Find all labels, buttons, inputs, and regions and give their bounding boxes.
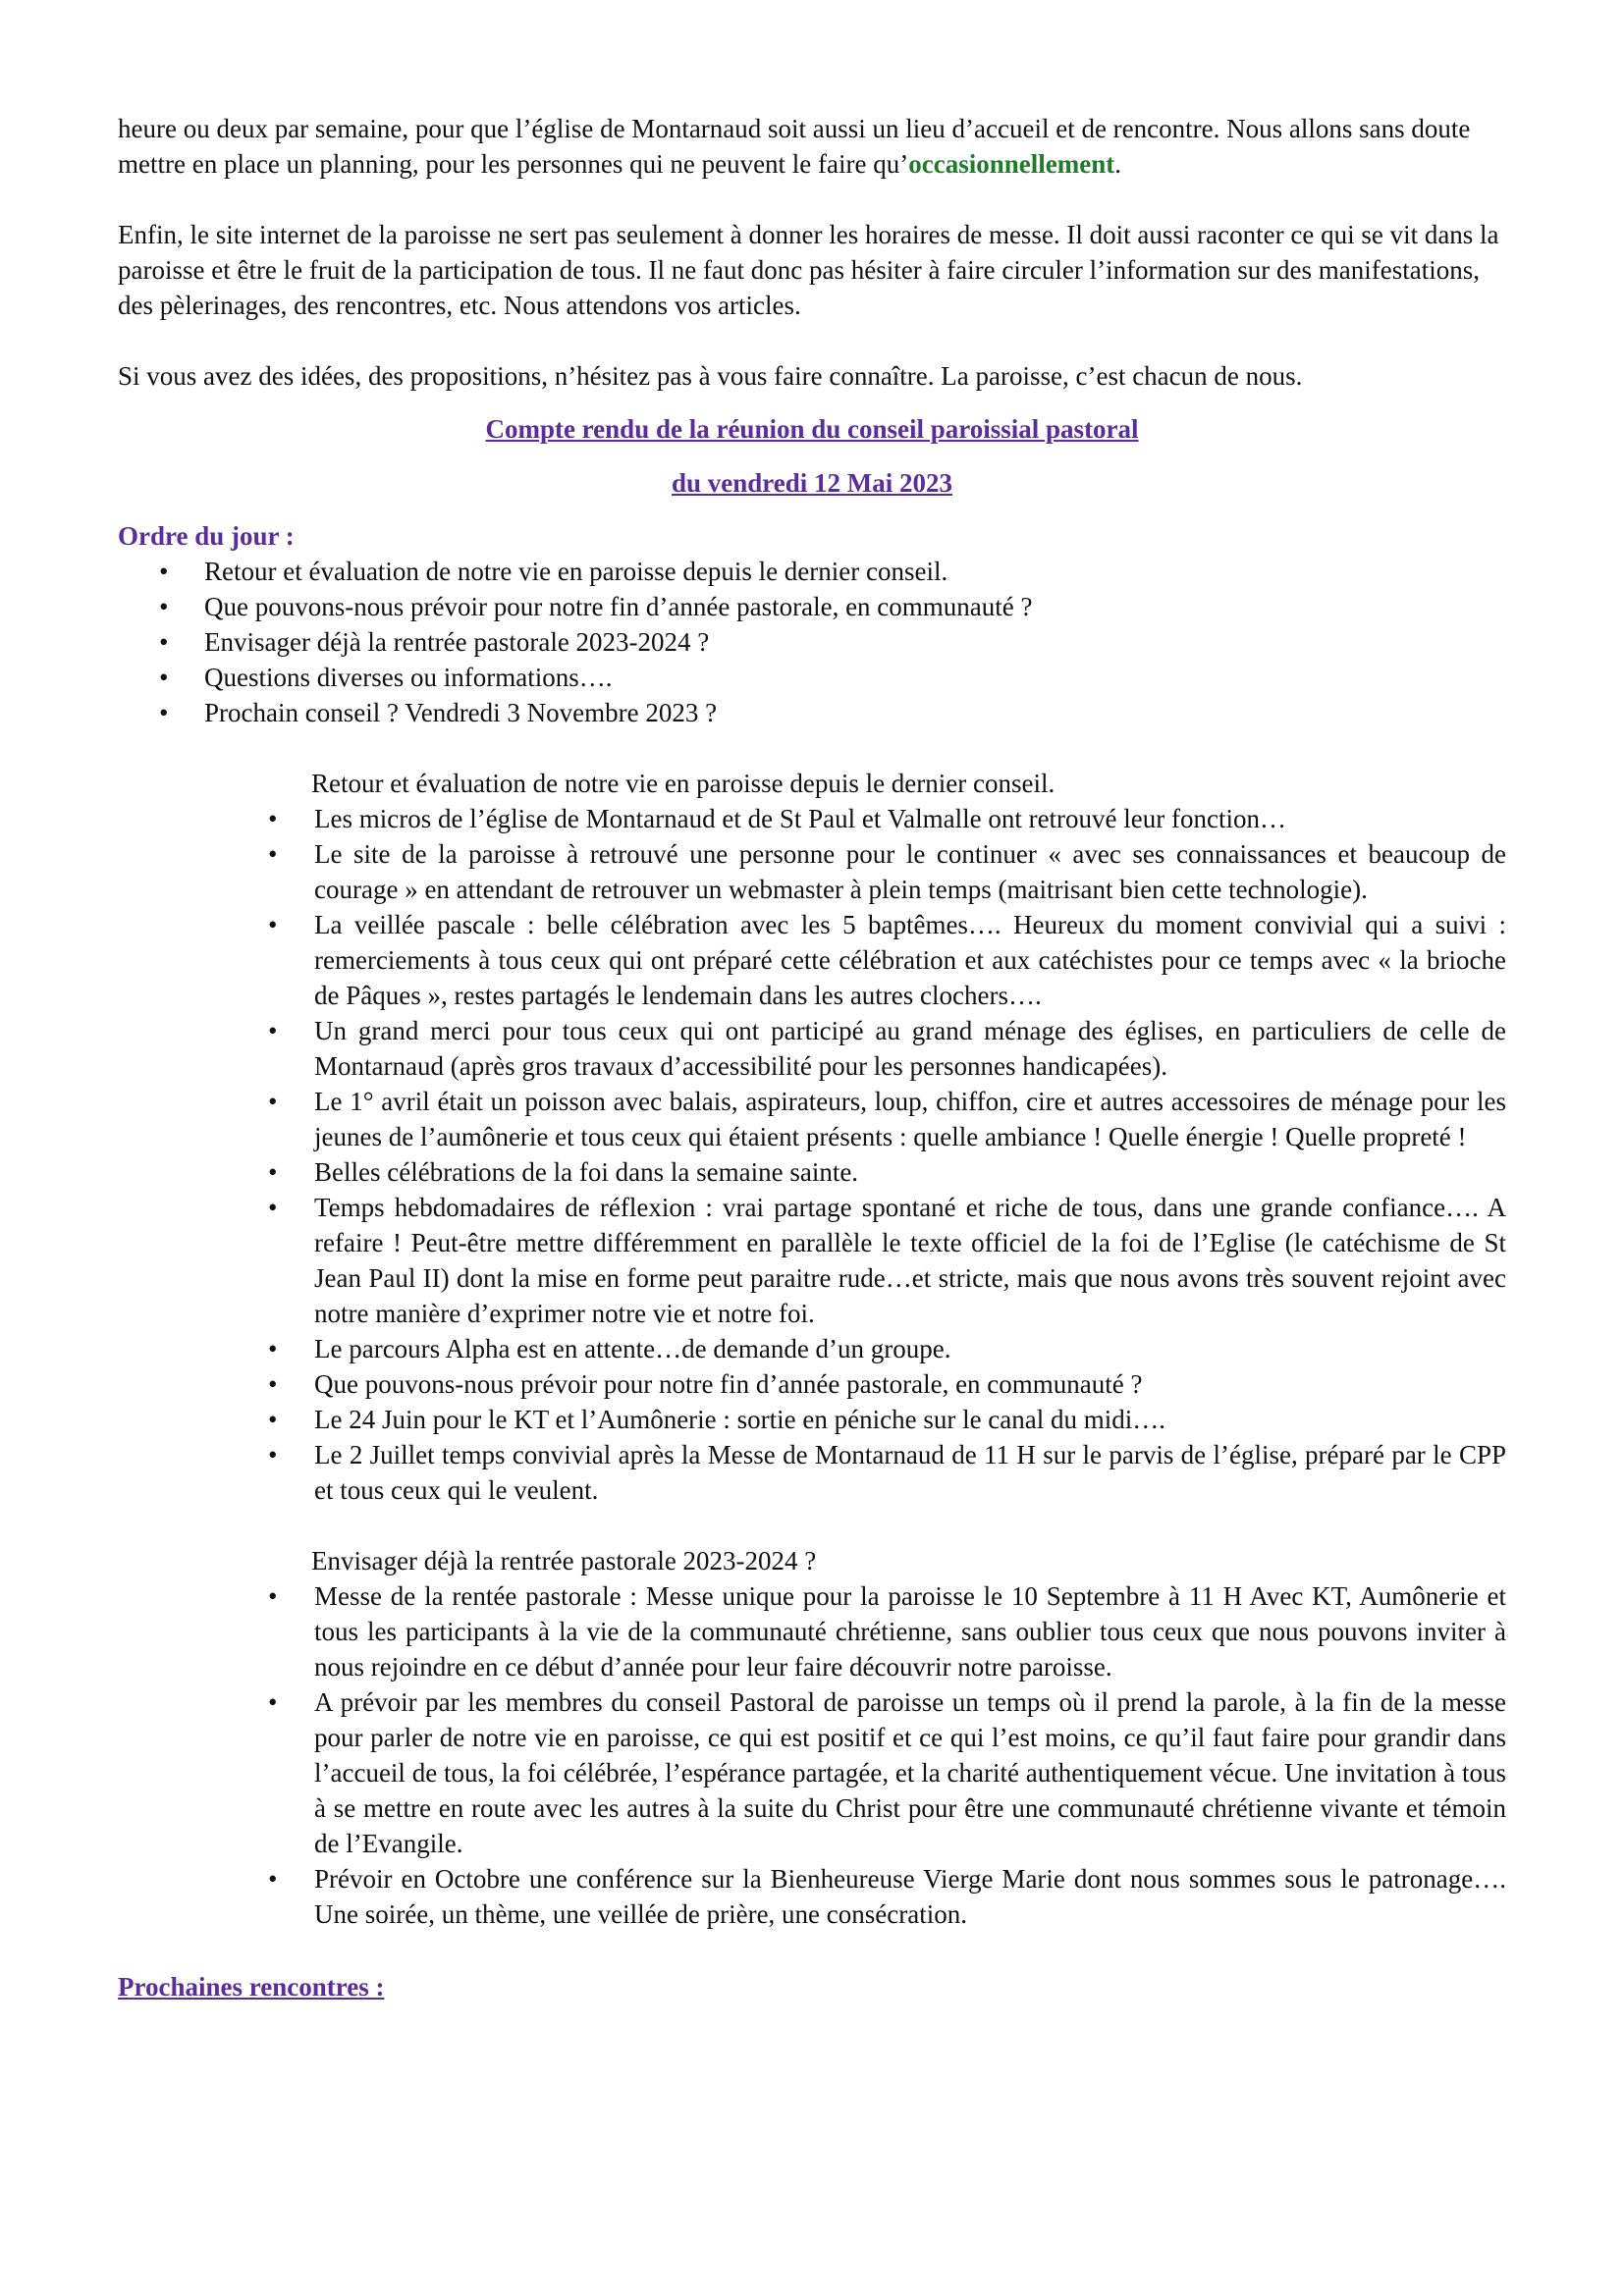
report-title: Compte rendu de la réunion du conseil paroissial pastoral: [485, 414, 1139, 444]
list-item: • Les micros de l’église de Montarnaud et de St Paul et Valmalle ont retrouvé leur fonction…: [118, 801, 1506, 836]
agenda-item: • Questions diverses ou informations….: [118, 660, 1506, 695]
agenda-item: • Retour et évaluation de notre vie en paroisse depuis le dernier conseil.: [118, 554, 1506, 589]
highlighted-word: occasionnellement: [908, 149, 1115, 179]
list-item: • Le 2 Juillet temps convivial après la Messe de Montarnaud de 11 H sur le parvis de l’église, préparé par le CPP et tous ceux qui le veulent.: [118, 1437, 1506, 1508]
list-item: • Le 24 Juin pour le KT et l’Aumônerie : sortie en péniche sur le canal du midi….: [118, 1402, 1506, 1437]
agenda-item: • Prochain conseil ? Vendredi 3 Novembre 2023 ?: [118, 695, 1506, 730]
list-item: • Le 1° avril était un poisson avec balais, aspirateurs, loup, chiffon, cire et autres accessoires de ménage pour les jeunes de l’aumônerie et tous ceux qui étaient présents : quelle ambiance ! Quelle énergie ! Quelle propreté !: [118, 1084, 1506, 1154]
list-item: • A prévoir par les membres du conseil Pastoral de paroisse un temps où il prend la parole, à la fin de la messe pour parler de notre vie en paroisse, ce qui est positif et ce qui l’est moins, ce qu’il faut faire pour grandir dans l’accueil de tous, la foi célébrée, l’espérance partagée, et la charité authentiquement vécue. Une invitation à tous à se mettre en route avec les autres à la suite du Christ pour être une communauté chrétienne vivante et témoin de l’Evangile.: [118, 1684, 1506, 1861]
agenda-list: [118, 554, 1506, 730]
intro-paragraph-2: Enfin, le site internet de la paroisse ne sert pas seulement à donner les horaires de messe. Il doit aussi raconter ce qui se vit dans la paroisse et être le fruit de la participation de tous. Il ne faut donc pas hésiter à faire circuler l’information sur des manifestations, des pèlerinages, des rencontres, etc. Nous attendons vos articles.: [118, 220, 1499, 320]
section-2-intro: Envisager déjà la rentrée pastorale 2023-2024 ?: [311, 1546, 817, 1575]
list-item: • Le site de la paroisse à retrouvé une personne pour le continuer « avec ses connaissances et beaucoup de courage » en attendant de retrouver un webmaster à plein temps (maitrisant bien cette technologie).: [118, 836, 1506, 907]
list-item: • Belles célébrations de la foi dans la semaine sainte.: [118, 1154, 1506, 1190]
list-item: • Que pouvons-nous prévoir pour notre fin d’année pastorale, en communauté ?: [118, 1366, 1506, 1402]
section-1-intro: Retour et évaluation de notre vie en paroisse depuis le dernier conseil.: [311, 769, 1056, 798]
section-1-list: [118, 801, 1506, 1508]
agenda-item: • Que pouvons-nous prévoir pour notre fin d’année pastorale, en communauté ?: [118, 589, 1506, 624]
list-item: • Prévoir en Octobre une conférence sur la Bienheureuse Vierge Marie dont nous sommes sous le patronage…. Une soirée, un thème, une veillée de prière, une consécration.: [118, 1861, 1506, 1932]
intro-paragraph-1: [118, 111, 1506, 182]
agenda-heading: Ordre du jour :: [118, 521, 295, 551]
section-2-list: [118, 1578, 1506, 1932]
intro-paragraph-1-text: heure ou deux par semaine, pour que l’église de Montarnaud soit aussi un lieu d’accueil et de rencontre. Nous allons sans doute mettre en place un planning, pour les personnes qui ne peuvent le faire qu’: [118, 114, 1471, 179]
report-date: du vendredi 12 Mai 2023: [671, 468, 953, 498]
list-item: • Temps hebdomadaires de réflexion : vrai partage spontané et riche de tous, dans une grande confiance…. A refaire ! Peut-être mettre différemment en parallèle le texte officiel de la foi de l’Eglise (le catéchisme de St Jean Paul II) dont la mise en forme peut paraitre rude…et stricte, mais que nous avons très souvent rejoint avec notre manière d’exprimer notre vie et notre foi.: [118, 1190, 1506, 1331]
list-item: • Le parcours Alpha est en attente…de demande d’un groupe.: [118, 1331, 1506, 1366]
intro-paragraph-1-end: .: [1114, 149, 1121, 179]
agenda-item: • Envisager déjà la rentrée pastorale 2023-2024 ?: [118, 624, 1506, 660]
intro-paragraph-3: Si vous avez des idées, des propositions, n’hésitez pas à vous faire connaître. La paroisse, c’est chacun de nous.: [118, 361, 1303, 391]
next-meetings-heading: Prochaines rencontres :: [118, 1972, 385, 2002]
list-item: • Messe de la rentée pastorale : Messe unique pour la paroisse le 10 Septembre à 11 H Avec KT, Aumônerie et tous les participants à la vie de la communauté chrétienne, sans oublier tous ceux que nous pouvons inviter à nous rejoindre en ce début d’année pour leur faire découvrir notre paroisse.: [118, 1578, 1506, 1684]
intro-section: [118, 111, 1506, 394]
list-item: • Un grand merci pour tous ceux qui ont participé au grand ménage des églises, en particuliers de celle de Montarnaud (après gros travaux d’accessibilité pour les personnes handicapées).: [118, 1013, 1506, 1084]
list-item: • La veillée pascale : belle célébration avec les 5 baptêmes…. Heureux du moment convivial qui a suivi : remerciements à tous ceux qui ont préparé cette célébration et aux catéchistes pour ce temps avec « la brioche de Pâques », restes partagés le lendemain dans les autres clochers….: [118, 907, 1506, 1013]
